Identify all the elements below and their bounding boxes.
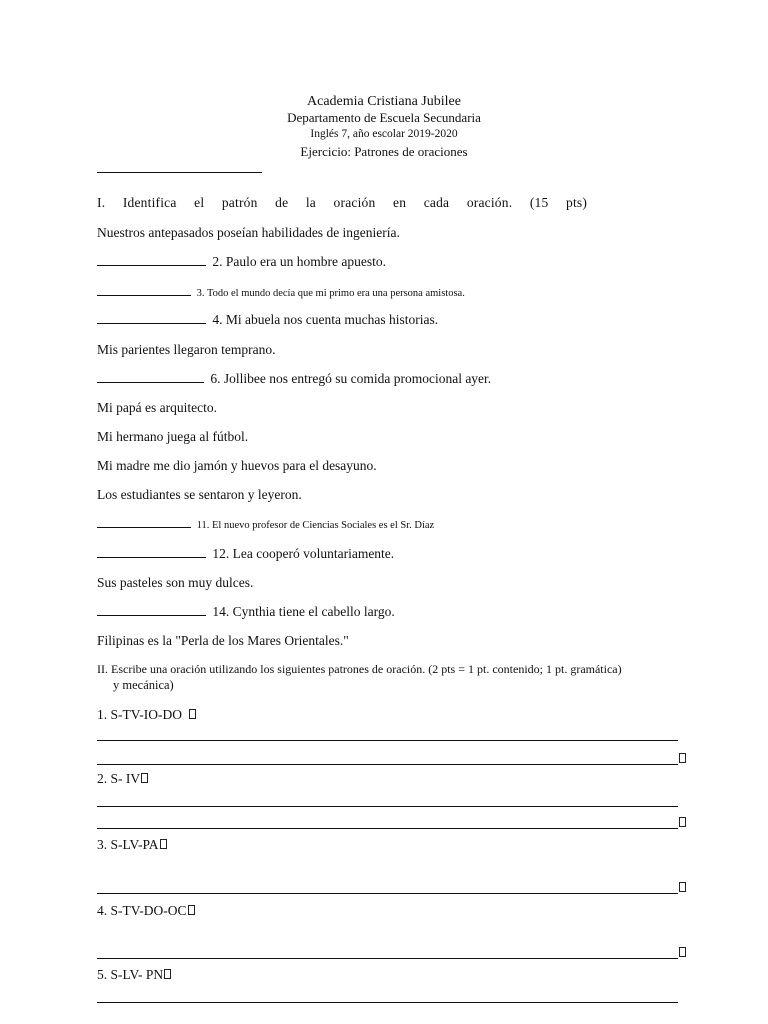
answer-blank[interactable]: [97, 371, 204, 383]
checkbox-glyph-icon: [160, 840, 167, 852]
pattern-label: [97, 771, 148, 787]
list-item: [97, 312, 438, 328]
item-number: 2.: [212, 254, 223, 269]
item-text: Sus pasteles son muy dulces.: [97, 575, 254, 590]
list-item: [97, 225, 400, 241]
writing-line[interactable]: [97, 828, 678, 829]
list-item: [97, 487, 302, 503]
list-item: [97, 546, 394, 562]
pattern-text: 3. S-LV-PA: [97, 837, 159, 852]
answer-blank[interactable]: [97, 312, 206, 324]
writing-line[interactable]: [97, 958, 678, 959]
list-item: [97, 342, 275, 358]
checkbox-glyph-icon: [679, 882, 686, 895]
checkbox-glyph-icon: [189, 710, 196, 722]
answer-blank[interactable]: [97, 546, 206, 558]
checkbox-glyph-icon: [141, 774, 148, 786]
list-item: [97, 429, 248, 445]
item-number: 14.: [212, 604, 230, 619]
department-name: Departamento de Escuela Secundaria: [287, 110, 481, 125]
writing-line[interactable]: [97, 740, 678, 741]
item-number: 11.: [196, 520, 210, 531]
checkbox-glyph-icon: [679, 947, 686, 960]
list-item: [97, 604, 395, 620]
item-text: Lea cooperó voluntariamente.: [232, 546, 395, 561]
checkbox-glyph-icon: [679, 817, 686, 830]
item-number: 12.: [212, 546, 230, 561]
section1-instruction: I. Identifica el patrón de la oración en cada oración. (15 pts): [97, 195, 588, 210]
pattern-label: [97, 837, 167, 853]
student-name-line[interactable]: [97, 172, 262, 173]
item-text: Jollibee nos entregó su comida promocional ayer.: [223, 371, 492, 386]
pattern-text: 4. S-TV-DO-OC: [97, 903, 187, 918]
exercise-title: Ejercicio: Patrones de oraciones: [300, 144, 468, 159]
list-item: [97, 575, 253, 591]
list-item: [97, 371, 491, 387]
course-info: Inglés 7, año escolar 2019-2020: [310, 128, 458, 140]
pattern-label: [97, 967, 171, 983]
item-text: Paulo era un hombre apuesto.: [225, 254, 386, 269]
item-text: Todo el mundo decía que mi primo era una persona amistosa.: [206, 288, 465, 299]
list-item: [97, 633, 349, 649]
checkbox-glyph-icon: [679, 753, 686, 766]
pattern-label: [97, 903, 195, 919]
writing-line[interactable]: [97, 1002, 678, 1003]
item-text: Mi abuela nos cuenta muchas historias.: [225, 312, 439, 327]
item-text: Filipinas es la "Perla de los Mares Orientales.": [97, 633, 349, 648]
writing-line[interactable]: [97, 893, 678, 894]
document-header: [0, 94, 768, 160]
section2-instruction-cont: y mecánica): [113, 678, 174, 692]
list-item: [97, 284, 465, 299]
checkbox-glyph-icon: [188, 906, 195, 918]
writing-line[interactable]: [97, 764, 678, 765]
pattern-label: [97, 707, 196, 723]
checkbox-glyph-icon: [164, 970, 171, 982]
section2-instruction: II. Escribe una oración utilizando los siguientes patrones de oración. (2 pts = 1 pt. contenido; 1 pt. gramática): [97, 662, 622, 676]
item-text: Mi madre me dio jamón y huevos para el desayuno.: [97, 458, 377, 473]
writing-line[interactable]: [97, 806, 678, 807]
item-number: 4.: [212, 312, 223, 327]
item-number: 6.: [210, 371, 221, 386]
list-item: [97, 516, 434, 531]
pattern-text: 5. S-LV- PN: [97, 967, 164, 982]
answer-blank[interactable]: [97, 604, 206, 616]
list-item: [97, 458, 377, 474]
item-text: Mi hermano juega al fútbol.: [97, 429, 249, 444]
list-item: [97, 254, 386, 270]
list-item: [97, 400, 217, 416]
item-text: Cynthia tiene el cabello largo.: [232, 604, 395, 619]
item-text: Mis parientes llegaron temprano.: [97, 342, 276, 357]
item-text: El nuevo profesor de Ciencias Sociales es el Sr. Díaz: [212, 520, 435, 531]
item-number: 3.: [196, 288, 205, 299]
answer-blank[interactable]: [97, 254, 206, 266]
school-name: Academia Cristiana Jubilee: [307, 94, 461, 109]
answer-blank[interactable]: [97, 284, 191, 296]
pattern-text: 2. S- IV: [97, 771, 141, 786]
answer-blank[interactable]: [97, 516, 191, 528]
item-text: Nuestros antepasados poseían habilidades de ingeniería.: [97, 225, 400, 240]
item-text: Los estudiantes se sentaron y leyeron.: [97, 487, 302, 502]
pattern-text: 1. S-TV-IO-DO: [97, 707, 182, 722]
item-text: Mi papá es arquitecto.: [97, 400, 217, 415]
